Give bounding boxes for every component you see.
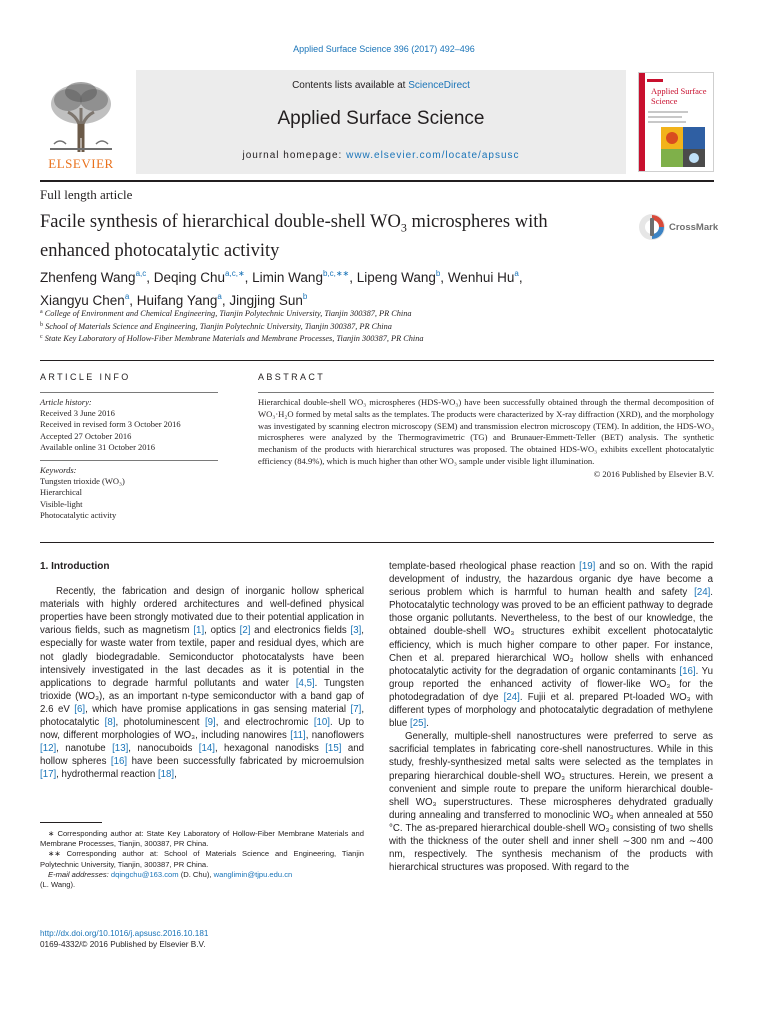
author-separator: , <box>129 293 137 308</box>
body-text: , <box>174 769 177 781</box>
reference-link[interactable]: [16] <box>110 756 128 768</box>
doi-link[interactable]: http://dx.doi.org/10.1016/j.apsusc.2016.10.181 <box>40 929 209 938</box>
title-part-2: microspheres with <box>406 212 548 232</box>
body-text: , hexagonal nanodisks <box>214 743 326 755</box>
affiliation-item <box>40 332 720 345</box>
keyword-list <box>40 465 218 521</box>
article-history <box>40 397 218 453</box>
body-text: , which have promise applications in gas sensing material <box>85 703 351 715</box>
crossmark-label: CrossMark <box>669 222 719 233</box>
sciencedirect-link[interactable]: ScienceDirect <box>408 80 470 91</box>
reference-link[interactable]: [25] <box>410 718 427 730</box>
footnote-rule <box>40 822 102 823</box>
author-separator: , <box>146 270 154 285</box>
title-subscript: 3 <box>400 220 407 235</box>
email-addresses <box>40 870 364 880</box>
reference-link[interactable]: [14] <box>198 743 215 755</box>
author-separator: , <box>221 293 230 308</box>
body-paragraph <box>389 560 713 730</box>
title-part-1: Facile synthesis of hierarchical double-shell WO <box>40 212 401 232</box>
history-item: Available online 31 October 2016 <box>40 441 156 452</box>
reference-link[interactable]: [4,5] <box>295 677 315 689</box>
body-text: Recently, the fabrication and design of inorganic hollow spherical materials with highly ordered architectures and well-defined physical properties have been strongly motivated due to their potential application in various fields, such as magnetism <box>40 586 364 637</box>
author-separator: , <box>244 270 253 285</box>
author-affiliation-marker[interactable]: a <box>217 292 222 301</box>
crossmark-badge[interactable] <box>638 213 718 245</box>
reference-link[interactable]: [13] <box>112 743 129 755</box>
body-text: , hydrothermal reaction <box>56 769 158 781</box>
abstract-text: Hierarchical double-shell WO₃ microspheres (HDS-WO₃) have been successfully obtained through the thermal decomposition of WO₃·H₂O formed by metal salts as the templates. The products were characterized by X-ray diffraction (XRD), and the morphology was investigated by scanning electron microscopy (SEM) and transmission electron microscopy (TEM). In addition, the HDS-WO₃ microspheres were analyzed by the Thermogravimetric (TG) and Brunauer-Emmett-Teller (BET) analysis. The synthetic mechanism of the products with hierarchical structures was proposed. The obtained HDS-WO₃ exhibits excellent photocatalytic efficiency (84.9%), which is much higher than other WO₃ sample under visible light illumination. <box>258 397 714 466</box>
author-affiliation-marker[interactable]: b <box>302 292 308 301</box>
affiliation-list <box>40 307 720 345</box>
body-text: and hollow spheres <box>40 743 364 768</box>
reference-link[interactable]: [24] <box>694 587 711 599</box>
body-text: , nanocuboids <box>128 743 199 755</box>
article-type: Full length article <box>40 187 133 202</box>
body-text: template-based rheological phase reaction <box>389 561 580 572</box>
homepage-prefix: journal homepage: <box>242 150 347 161</box>
reference-link[interactable]: [16] <box>679 665 696 677</box>
journal-masthead <box>40 70 714 174</box>
body-text: , optics <box>204 625 240 637</box>
affiliation-text: College of Environment and Chemical Engineering, Tianjin Polytechnic University, Tianjin 300387, PR China <box>44 309 412 318</box>
affiliation-marker: c <box>40 334 43 341</box>
author-name[interactable]: Xiangyu Chen <box>40 293 125 308</box>
author-name[interactable]: Limin Wang <box>252 270 323 285</box>
article-title <box>40 211 620 263</box>
keyword-item: Visible-light <box>40 498 83 509</box>
reference-link[interactable]: [18] <box>157 769 175 781</box>
reference-link[interactable]: [11] <box>290 730 306 742</box>
reference-link[interactable]: [19] <box>579 561 596 572</box>
journal-cover-title: Applied Surface Science <box>651 86 707 106</box>
reference-link[interactable]: [8] <box>104 717 116 729</box>
author-name[interactable]: Deqing Chu <box>153 270 226 285</box>
history-item: Received in revised form 3 October 2016 <box>40 419 181 430</box>
abstract-panel <box>258 372 714 481</box>
corresponding-author-note: ∗ Corresponding author at: State Key Laboratory of Hollow-Fiber Membrane Materials and Membrane Processes, Tianjin, 300387, PR China. <box>40 829 364 849</box>
email-link[interactable]: dqingchu@163.com <box>110 869 179 879</box>
elsevier-logo[interactable] <box>40 78 122 172</box>
body-text: and electronics fields <box>250 625 351 637</box>
elsevier-wordmark: ELSEVIER <box>48 156 114 171</box>
keyword-item: Photocatalytic activity <box>40 509 117 520</box>
body-text: . Up to now, different morphologies of WO₃, including nanowires <box>40 717 364 742</box>
affiliation-marker: a <box>40 309 43 315</box>
body-paragraph: Generally, multiple-shell nanostructures were preferred to serve as sacrificial templates in fabricating core-shell nanostructures. While in this study, freshly-synthesized metal salts were selected as the templates in preparing hierarchical double-shell WO₃ structures. Herein, we present a convenient and simple route to prepare the uniform hierarchical double-shell WO₃ superstructures. These microspheres dehydrated gradually during annealing and transferred to monoclinic WO₃ when annealed at 550 °C. The as-prepared hierarchical double-shell WO₃ consisting of two shells with the thickness of the outer shell and inner shell ∼300 nm and ∼400 nm, respectively. The synthesis mechanism of the products with hierarchical structures was proposed. With regard to the <box>389 731 713 874</box>
author-separator: , <box>518 270 523 285</box>
author-affiliation-marker[interactable]: a,c <box>135 269 147 278</box>
reference-link[interactable]: [3] <box>350 625 362 637</box>
section-heading: 1. Introduction <box>40 561 110 572</box>
reference-link[interactable]: [15] <box>325 743 342 755</box>
reference-link[interactable]: [9] <box>204 717 216 729</box>
section-rule <box>40 360 714 361</box>
elsevier-tree-icon <box>46 78 116 154</box>
author-affiliation-marker[interactable]: a <box>124 292 130 301</box>
body-text: . <box>426 718 429 730</box>
affiliation-marker: b <box>40 321 43 328</box>
body-text: and so on. With the rapid development of industry, the hazardous organic dye have become a serious problem which is harmful to human health and safety <box>389 561 713 599</box>
history-item: Received 3 June 2016 <box>40 408 115 419</box>
article-info-panel <box>40 372 218 521</box>
affiliation-text: School of Materials Science and Engineering, Tianjin Polytechnic University, Tianjin 300387, PR China <box>45 321 392 331</box>
history-item: Accepted 27 October 2016 <box>40 430 132 441</box>
author-name[interactable]: Lipeng Wang <box>356 270 436 285</box>
abstract-heading: ABSTRACT <box>258 372 326 382</box>
journal-homepage-line <box>136 150 626 161</box>
author-separator: , <box>440 270 448 285</box>
issn-line: 0169-4332/© 2016 Published by Elsevier B.V. <box>40 940 206 949</box>
affiliation-item <box>40 307 720 320</box>
reference-link[interactable]: [7] <box>350 703 362 715</box>
corresponding-author-note: ∗∗ Corresponding author at: School of Materials Science and Engineering, Tianjin Polytechnic University, Tianjin, 300387, PR China. <box>40 849 364 869</box>
author-list <box>40 264 720 310</box>
reference-link[interactable]: [17] <box>40 769 57 781</box>
journal-title[interactable]: Applied Surface Science <box>277 108 485 129</box>
reference-link[interactable]: [1] <box>193 625 205 637</box>
author-affiliation-marker[interactable]: a <box>514 269 519 278</box>
contents-prefix: Contents lists available at <box>292 80 409 91</box>
contents-available-line <box>136 80 626 91</box>
reference-link[interactable]: [24] <box>503 691 520 703</box>
affiliation-text: State Key Laboratory of Hollow-Fiber Membrane Materials and Membrane Processes, Tianjin 300387, PR China <box>44 334 424 344</box>
author-separator: , <box>349 270 357 285</box>
author-affiliation-marker[interactable]: a,c,∗ <box>225 269 245 278</box>
author-affiliation-marker[interactable]: b <box>435 269 441 278</box>
reference-link[interactable]: [6] <box>74 703 86 715</box>
author-affiliation-marker[interactable]: b,c,∗∗ <box>322 269 350 278</box>
author-name[interactable]: Wenhui Hu <box>447 270 515 285</box>
crossmark-icon <box>638 213 666 241</box>
body-text: . Fujii et al. prepared Pt-loaded WO₃ with different types of morphology and photocatalytic degradation of methylene blue <box>389 691 713 730</box>
keywords-heading: Keywords: <box>40 465 77 476</box>
title-line-2: enhanced photocatalytic activity <box>40 240 280 261</box>
journal-cover-thumbnail[interactable] <box>638 72 714 172</box>
email-owner: (L. Wang). <box>40 880 76 890</box>
abstract-rule <box>258 392 714 393</box>
reference-link[interactable]: [12] <box>40 743 57 755</box>
body-column-left <box>40 560 364 782</box>
masthead-banner <box>136 70 626 174</box>
article-info-rule <box>40 392 218 393</box>
copyright-notice: © 2016 Published by Elsevier B.V. <box>593 468 714 479</box>
journal-homepage-link[interactable]: www.elsevier.com/locate/apsusc <box>346 150 520 161</box>
body-column-right <box>389 560 713 874</box>
reference-link[interactable]: [10] <box>313 717 330 729</box>
reference-link[interactable]: [2] <box>239 625 251 637</box>
article-info-heading: ARTICLE INFO <box>40 372 131 382</box>
history-heading: Article history: <box>40 397 92 407</box>
author-name[interactable]: Jingjing Sun <box>229 293 303 308</box>
email-label: E-mail addresses: <box>48 869 109 879</box>
body-text: have been successfully fabricated by microemulsion <box>127 756 364 768</box>
email-owner: (D. Chu), <box>178 869 214 879</box>
body-text: , nanotube <box>56 743 113 755</box>
email-link[interactable]: wanglimin@tjpu.edu.cn <box>213 869 293 879</box>
body-rule <box>40 542 714 543</box>
body-text: , and electrochromic <box>215 717 314 729</box>
footnotes <box>40 829 364 890</box>
body-text: . Tungsten trioxide (WO₃), as an important n-type semiconductor with a band gap of 2.6 eV <box>40 677 364 715</box>
body-text: . Photocatalytic technology was proved to be an efficient pathway to degrade those organic pollutants. Nevertheless, to the best of our knowledge, the obtained double-shell WO₃ structures exhibit excellent photocatalytic efficiency, which is much higher compare to other paper. For instance, Chen et al. prepared hierarchical WO₃ hollow shells with enhanced photocatalytic activity for the degradation of organic contaminants <box>389 587 713 677</box>
keyword-item: Tungsten trioxide (WO₃) <box>40 476 125 487</box>
keyword-item: Hierarchical <box>40 487 82 498</box>
keywords-rule <box>40 460 218 461</box>
journal-citation[interactable]: Applied Surface Science 396 (2017) 492–496 <box>293 44 475 54</box>
body-paragraph <box>40 585 364 781</box>
author-name[interactable]: Huifang Yang <box>136 293 218 308</box>
body-text: , photocatalytic <box>40 703 365 729</box>
affiliation-item <box>40 320 720 333</box>
author-name[interactable]: Zhenfeng Wang <box>40 270 136 285</box>
body-text: , photoluminescent <box>115 717 205 729</box>
body-text: , nanoflowers <box>305 730 364 742</box>
body-text: , especially for waste water from textile, paper and residual dyes, which are not gladly biodegradable. Semiconductor photocatalysts have been intensively investigated in the last decades as it is potential in the applications to degrade harmful pollutants and water <box>40 625 364 689</box>
masthead-rule <box>40 180 714 182</box>
body-text: . Yu group reported the enhanced activity of flower-like WO₃ for the photodegradation of dye <box>389 665 713 703</box>
